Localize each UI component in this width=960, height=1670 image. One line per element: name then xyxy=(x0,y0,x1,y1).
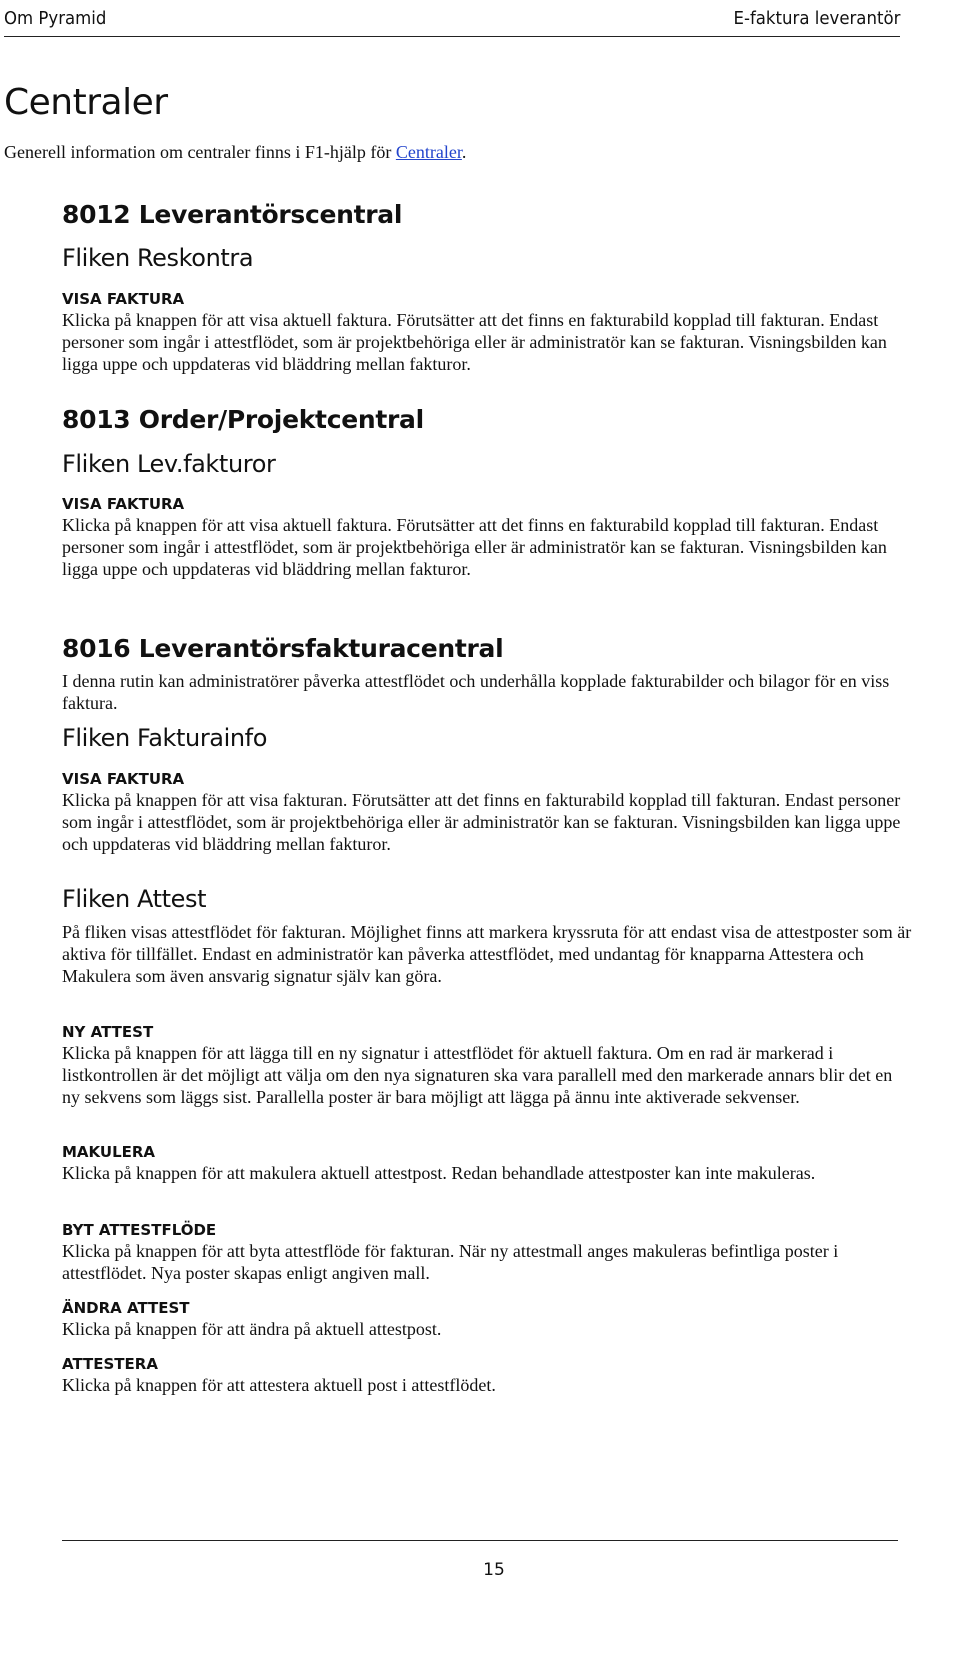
intro-text: Generell information om centraler finns i F1-hjälp för xyxy=(4,142,396,162)
text-makulera: Klicka på knappen för att makulera aktuell attestpost. Redan behandlade attestposter kan inte makuleras. xyxy=(62,1163,816,1183)
text-andra-attest: Klicka på knappen för att ändra på aktuell attestpost. xyxy=(62,1319,442,1339)
footer-divider xyxy=(62,1540,898,1541)
section-8016-intro: I denna rutin kan administratörer påverka attestflödet och underhålla kopplade fakturabilder och bilagor för en viss faktura. xyxy=(62,671,890,713)
section-8012-heading: 8012 Leverantörscentral xyxy=(62,200,403,229)
section-8012-label: VISA FAKTURA xyxy=(62,290,185,308)
page-number: 15 xyxy=(483,1560,505,1580)
section-8016-label-visa: VISA FAKTURA xyxy=(62,770,185,788)
section-8016-tab-attest: Fliken Attest xyxy=(62,885,207,913)
text-byt-attestflode: Klicka på knappen för att byta attestflöde för fakturan. När ny attestmall anges makuleras befintliga poster i attestflödet. Nya poster skapas enligt angiven mall. xyxy=(62,1241,839,1283)
section-8013-label: VISA FAKTURA xyxy=(62,495,185,513)
page-header xyxy=(4,0,900,37)
section-8016-heading: 8016 Leverantörsfakturacentral xyxy=(62,634,504,663)
header-right: E-faktura leverantör xyxy=(733,7,900,29)
section-8016-tab-fakturainfo: Fliken Fakturainfo xyxy=(62,724,268,752)
section-8016-text-attest: På fliken visas attestflödet för fakturan. Möjlighet finns att markera kryssruta för att endast visa de attestposter som är aktiva för tillfället. Endast en administratör kan påverka attestflödet, med undantag för knapparna Attestera och Makulera som även ansvarig signatur själv kan göra. xyxy=(62,922,912,986)
header-left: Om Pyramid xyxy=(4,7,107,29)
text-ny-attest: Klicka på knappen för att lägga till en ny signatur i attestflödet för aktuell faktura. Om en rad är markerad i listkontrollen är det möjligt att välja om den nya signaturen ska vara parallell med den markerade annars blir det en ny sekvens som läggs sist. Parallella poster är bara möjligt att lägga på ännu inte aktiverade sekvenser. xyxy=(62,1043,893,1107)
label-andra-attest: ÄNDRA ATTEST xyxy=(62,1299,190,1317)
section-8013-text: Klicka på knappen för att visa aktuell faktura. Förutsätter att det finns en fakturabild kopplad till fakturan. Endast personer som ingår i attestflödet, som är projektbehöriga eller är administratör kan se fakturan. Visningsbilden kan ligga uppe och uppdateras vid bläddring mellan fakturor. xyxy=(62,515,887,579)
intro-paragraph xyxy=(4,142,466,163)
label-ny-attest: NY ATTEST xyxy=(62,1023,154,1041)
section-8013-heading: 8013 Order/Projektcentral xyxy=(62,405,424,434)
page-title: Centraler xyxy=(4,82,168,123)
section-8013-tab: Fliken Lev.fakturor xyxy=(62,450,276,478)
intro-after: . xyxy=(461,142,467,162)
section-8012-text: Klicka på knappen för att visa aktuell faktura. Förutsätter att det finns en fakturabild kopplad till fakturan. Endast personer som ingår i attestflödet, som är projektbehöriga eller är administratör kan se fakturan. Visningsbilden kan ligga uppe och uppdateras vid bläddring mellan fakturor. xyxy=(62,310,887,374)
section-8016-text-visa: Klicka på knappen för att visa fakturan. Förutsätter att det finns en fakturabild kopplad till fakturan. Endast personer som ingår i attestflödet, som är projektbehöriga eller är administratör kan se fakturan. Visningsbilden kan ligga uppe och uppdateras vid bläddring mellan fakturor. xyxy=(62,790,901,854)
text-attestera: Klicka på knappen för att attestera aktuell post i attestflödet. xyxy=(62,1375,496,1395)
centraler-link[interactable]: Centraler xyxy=(395,142,462,162)
label-attestera: ATTESTERA xyxy=(62,1355,158,1373)
section-8012-tab: Fliken Reskontra xyxy=(62,244,254,272)
page-number-container xyxy=(0,1560,960,1580)
label-byt-attestflode: BYT ATTESTFLÖDE xyxy=(62,1221,217,1239)
label-makulera: MAKULERA xyxy=(62,1143,156,1161)
